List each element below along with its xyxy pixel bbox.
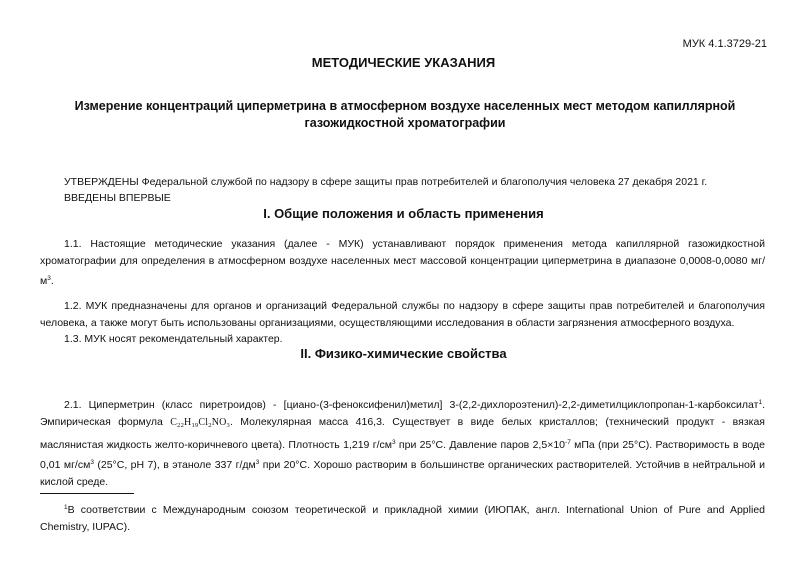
ethanol-solubility-superscript: 3	[255, 459, 260, 466]
footnote-text: В соответствии с Международным союзом теоретической и прикладной химии (ИЮПАК, англ. International Union of Pure and Applied Chemistry, IUPAC).	[40, 504, 765, 533]
section-heading-general: I. Общие положения и область применения	[263, 206, 544, 221]
document-code: МУК 4.1.3729-21	[682, 38, 767, 50]
paragraph-2-1-part-3: . Молекулярная масса 416,3. Существует в виде белых кристаллов; (технический продукт - вязкая маслянистая жидкость желто-коричневого цвета). Плотность 1,219 г/см	[40, 416, 765, 451]
footnote-divider	[40, 493, 134, 494]
paragraph-1-1-text: 1.1. Настоящие методические указания (далее - МУК) устанавливают порядок применения метода капиллярной газожидкостной хроматографии для определения в атмосферном воздухе населенных мест массовой концентрации циперметрина в диапазоне 0,0008-0,0080 мг/м	[40, 238, 765, 287]
footnote-reference: 1	[758, 399, 763, 406]
formula-carbon-count: 22	[177, 422, 185, 429]
paragraph-1-2: 1.2. МУК предназначены для органов и организаций Федеральной службы по надзору в сфере защиты прав потребителей и благополучия человека, а также могут быть использованы организациями, осуществляющими исследования в области загрязнения атмосферного воздуха.	[40, 300, 765, 329]
formula-carbon: C	[170, 417, 178, 428]
paragraph-2-1-part-6: (25°С, рН 7), в этаноле 337 г/дм	[93, 459, 256, 471]
paragraph-1-1	[40, 236, 765, 290]
paragraph-2-1-part-2: . Эмпирическая формула	[40, 399, 765, 428]
power-base: 10	[553, 439, 566, 451]
paragraph-1-3: 1.3. МУК носят рекомендательный характер.	[64, 333, 283, 345]
paragraph-2-1-part-7: при 20°С. Хорошо растворим в большинстве органических растворителей. Устойчив в нейтральной и кислой среде.	[40, 459, 765, 488]
paragraph-2-1	[40, 394, 765, 491]
formula-nitrogen-oxygen: NO	[211, 417, 227, 428]
paragraph-1-1-end: .	[50, 275, 54, 287]
document-title: МЕТОДИЧЕСКИЕ УКАЗАНИЯ	[311, 55, 496, 70]
approval-statement: УТВЕРЖДЕНЫ Федеральной службой по надзору в сфере защиты прав потребителей и благополучия человека 27 декабря 2021 г.	[64, 176, 708, 188]
footnote	[40, 499, 765, 536]
formula-oxygen-count: 3	[226, 422, 230, 429]
paragraph-2-1-part-4: при 25°С. Давление паров 2,5	[395, 439, 548, 451]
water-solubility-superscript: 3	[90, 459, 94, 466]
formula-chlorine-count: 2	[208, 422, 212, 429]
power-exponent: -7	[565, 439, 571, 446]
empirical-formula	[170, 417, 230, 428]
paragraph-2-1-part-5: мПа (при 25°С). Растворимость в воде 0,01 мг/см	[40, 439, 765, 471]
formula-chlorine: Cl	[198, 417, 209, 428]
footnote-marker: 1	[64, 504, 68, 511]
density-superscript: 3	[391, 439, 396, 446]
document-subtitle: Измерение концентраций циперметрина в атмосферном воздухе населенных мест методом капиллярной газожидкостной хроматографии	[74, 99, 736, 130]
formula-hydrogen-count: 19	[191, 422, 199, 429]
introduction-statement: ВВЕДЕНЫ ВПЕРВЫЕ	[64, 192, 171, 204]
cubic-superscript: 3	[47, 275, 51, 282]
times-sign: ×	[547, 439, 554, 451]
paragraph-2-1-part-1: 2.1. Циперметрин (класс пиретроидов) - [циано-(3-феноксифенил)метил] 3-(2,2-дихлороэтенил)-2,2-диметилциклопропан-1-карбоксилат	[64, 399, 759, 411]
section-heading-properties: II. Физико-химические свойства	[300, 346, 507, 361]
formula-hydrogen: H	[184, 417, 192, 428]
